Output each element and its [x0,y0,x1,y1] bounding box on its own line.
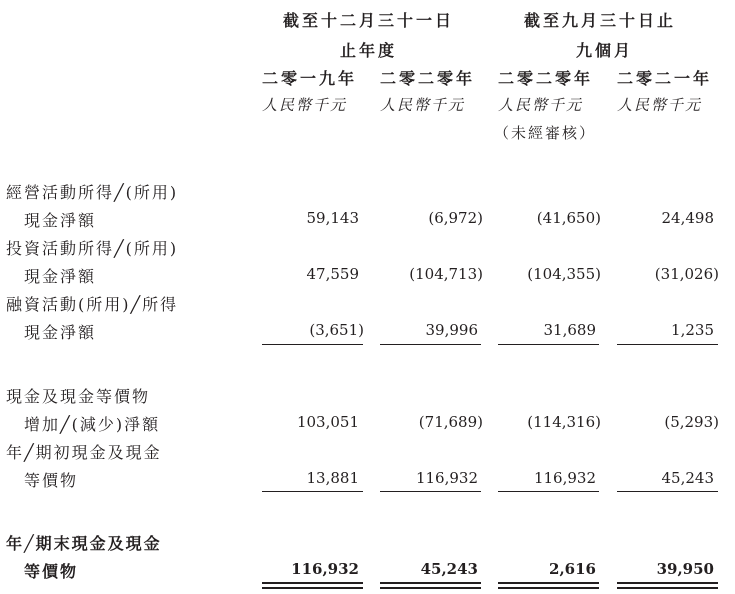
row-2-value-3: (104,355) [527,265,601,283]
row-6-value-3: 2,616 [549,560,596,578]
year-col-1: 二零一九年 [262,69,358,88]
double-rule-bottom-3 [498,587,599,589]
row-4-value-4: (5,293) [664,413,719,431]
row-6-label-line1: 年╱期末現金及現金 [6,534,162,553]
row-4-label-line1: 現金及現金等價物 [6,387,151,406]
subtotal-rule-3 [498,344,599,345]
row-5-value-3: 116,932 [533,469,596,487]
header-group1-line1: 截至十二月三十一日 [283,11,455,30]
row-4-label-line2: 增加╱(減少)淨額 [24,415,161,434]
subtotal-rule-2 [380,344,481,345]
currency-col-2: 人民幣千元 [380,96,466,114]
row-2-value-4: (31,026) [654,265,719,283]
double-rule-bottom-2 [380,587,481,589]
row-2-value-2: (104,713) [409,265,483,283]
row-3-value-4: 1,235 [671,321,714,339]
double-rule-bottom-4 [617,587,718,589]
row-6-value-1: 116,932 [291,560,359,578]
row-1-value-4: 24,498 [661,209,714,227]
row-2-label-line1: 投資活動所得╱(所用) [6,239,179,258]
row-1-label-line2: 現金淨額 [24,211,97,230]
row-5-label-line2: 等價物 [24,471,79,490]
header-group1-line2: 止年度 [340,41,398,60]
row-3-value-1: (3,651) [309,321,364,339]
header-group2-line2: 九個月 [576,41,634,60]
year-col-4: 二零二一年 [617,69,713,88]
double-rule-bottom-1 [262,587,363,589]
row-1-value-1: 59,143 [306,209,359,227]
currency-col-3: 人民幣千元 [498,96,584,114]
row-1-value-3: (41,650) [536,209,601,227]
row-2-value-1: 47,559 [306,265,359,283]
row-5-value-1: 13,881 [306,469,359,487]
row-5-label-line1: 年╱期初現金及現金 [6,443,162,462]
total-rule-1 [262,491,363,492]
row-5-value-4: 45,243 [661,469,714,487]
row-4-value-3: (114,316) [527,413,601,431]
header-group2-line1: 截至九月三十日止 [524,11,677,30]
row-3-label-line1: 融資活動(所用)╱所得 [6,295,179,314]
double-rule-top-1 [262,582,363,584]
row-5-value-2: 116,932 [415,469,478,487]
row-4-value-1: 103,051 [296,413,359,431]
row-6-label-line2: 等價物 [24,562,79,581]
total-rule-4 [617,491,718,492]
year-col-3: 二零二零年 [498,69,594,88]
row-3-value-3: 31,689 [543,321,596,339]
row-6-value-2: 45,243 [420,560,478,578]
row-4-value-2: (71,689) [418,413,483,431]
year-col-2: 二零二零年 [380,69,476,88]
currency-col-1: 人民幣千元 [262,96,348,114]
double-rule-top-3 [498,582,599,584]
row-2-label-line2: 現金淨額 [24,267,97,286]
row-6-value-4: 39,950 [656,560,714,578]
row-1-value-2: (6,972) [428,209,483,227]
double-rule-top-4 [617,582,718,584]
subtotal-rule-1 [262,344,363,345]
row-3-value-2: 39,996 [425,321,478,339]
currency-col-4: 人民幣千元 [617,96,703,114]
double-rule-top-2 [380,582,481,584]
total-rule-2 [380,491,481,492]
row-1-label-line1: 經營活動所得╱(所用) [6,183,179,202]
unaudited-note: （未經審核） [494,124,597,142]
subtotal-rule-4 [617,344,718,345]
total-rule-3 [498,491,599,492]
row-3-label-line2: 現金淨額 [24,323,97,342]
